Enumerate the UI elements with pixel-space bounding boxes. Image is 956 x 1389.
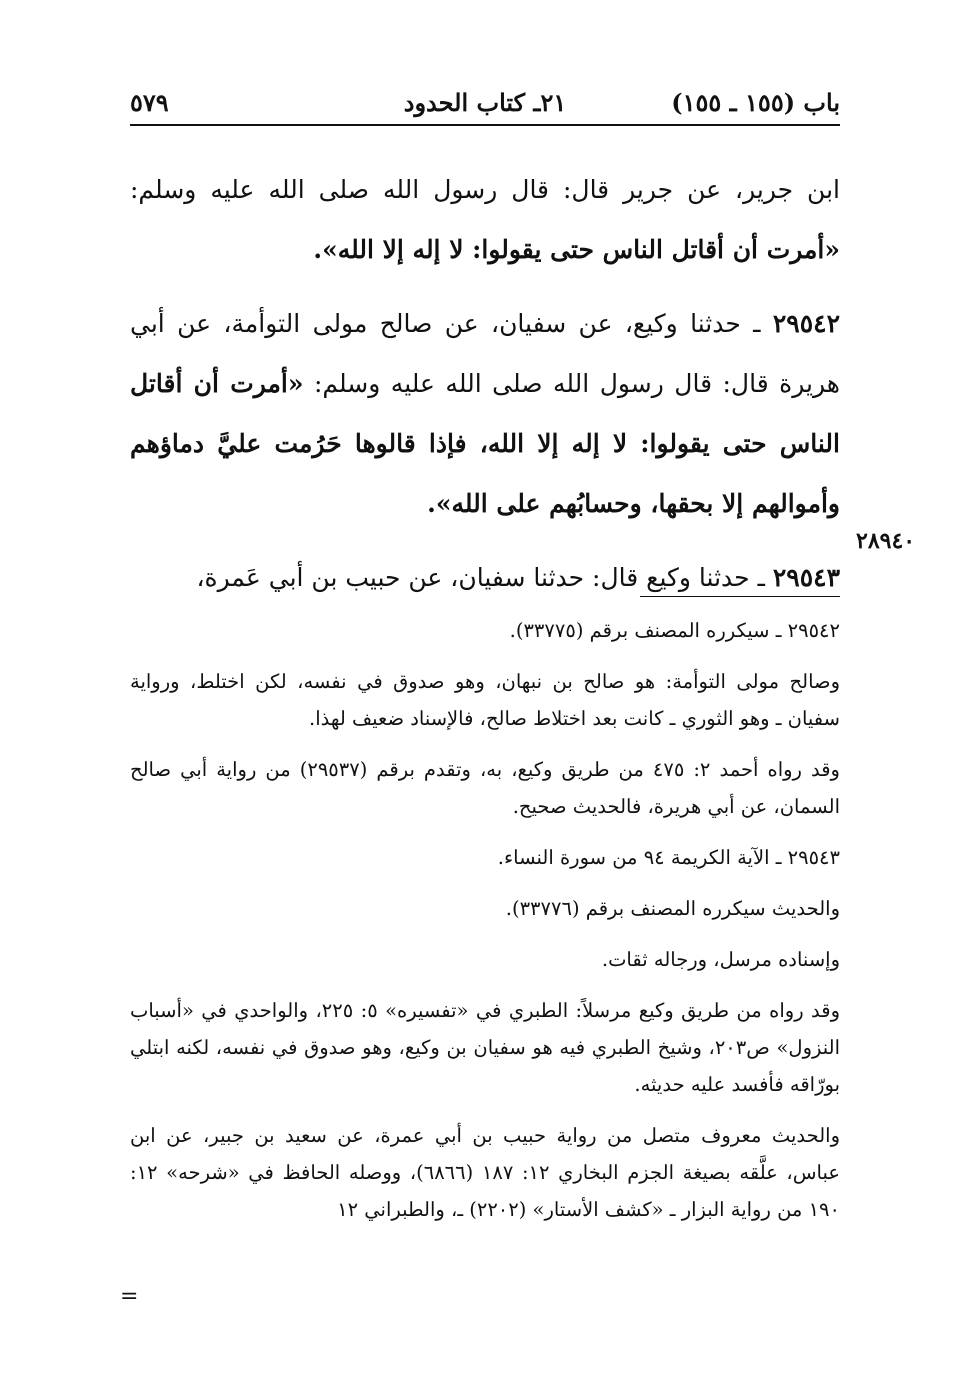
margin-cross-reference: ٢٨٩٤٠ [856, 528, 916, 554]
footnote-paragraph: ٢٩٥٤٣ ـ الآية الكريمة ٩٤ من سورة النساء. [497, 846, 840, 869]
book-title: ٢١ـ كتاب الحدود [403, 88, 567, 117]
footnote-paragraph: ٢٩٥٤٢ ـ سيكرره المصنف برقم (٣٣٧٧٥). [509, 619, 840, 642]
hadith-text: ـ حدثنا وكيع، عن سفيان، عن صالح مولى التوأمة، عن أبي هريرة قال: قال رسول الله صلى الله عليه وسلم: [130, 309, 840, 398]
continuation-mark: = [120, 1284, 139, 1309]
hadith-continuation [130, 160, 840, 280]
hadith-29543 [130, 548, 840, 608]
footnote-paragraph: وإسناده مرسل، ورجاله ثقات. [601, 948, 840, 971]
page-header [130, 82, 840, 122]
footnote-separator [640, 596, 840, 597]
page-number: ٥٧٩ [130, 88, 169, 117]
hadith-number: ٢٩٥٤٣ [772, 563, 840, 592]
chapter-range: باب (١٥٥ ـ ١٥٥) [671, 88, 840, 117]
footnote-paragraph: وصالح مولى التوأمة: هو صالح بن نبهان، وهو صدوق في نفسه، لكن اختلط، ورواية سفيان ـ وهو الثوري ـ كانت بعد اختلاط صالح، فالإسناد ضعيف لهذا. [130, 670, 840, 730]
footnotes [130, 612, 840, 1228]
hadith-quote: «أمرت أن أقاتل الناس حتى يقولوا: لا إله إلا الله، فإذا قالوها حَرُمت عليَّ دماؤهم وأموالهم إلا بحقها، وحسابُهم على الله». [130, 369, 840, 518]
hadith-text: ابن جرير، عن جرير قال: قال رسول الله صلى الله عليه وسلم: [130, 175, 840, 204]
footnote-paragraph: وقد رواه أحمد ٢: ٤٧٥ من طريق وكيع، به، وتقدم برقم (٢٩٥٣٧) من رواية أبي صالح السمان، عن أبي هريرة، فالحديث صحيح. [130, 758, 840, 818]
hadith-quote: «أمرت أن أقاتل الناس حتى يقولوا: لا إله إلا الله». [313, 235, 840, 264]
main-text [130, 160, 840, 608]
footnote-paragraph: والحديث معروف متصل من رواية حبيب بن أبي عمرة، عن سعيد بن جبير، عن ابن عباس، علَّقه بصيغة الجزم البخاري ١٢: ١٨٧ (٦٨٦٦)، ووصله الحافظ في «شرحه» ١٢: ١٩٠ من رواية البزار ـ «كشف الأستار» (٢٢٠٢) ـ، والطبراني ١٢ [130, 1124, 840, 1221]
footnote-paragraph: والحديث سيكرره المصنف برقم (٣٣٧٧٦). [505, 897, 840, 920]
header-rule [130, 124, 840, 126]
footnote-paragraph: وقد رواه من طريق وكيع مرسلاً: الطبري في «تفسيره» ٥: ٢٢٥، والواحدي في «أسباب النزول» ص٢٠٣، وشيخ الطبري فيه هو سفيان بن وكيع، وهو صدوق في نفسه، لكنه ابتلي بورّاقه فأفسد عليه حديثه. [130, 999, 840, 1096]
hadith-text: ـ حدثنا وكيع قال: حدثنا سفيان، عن حبيب بن أبي عَمرة، [196, 563, 773, 592]
hadith-number: ٢٩٥٤٢ [772, 309, 840, 338]
hadith-29542 [130, 294, 840, 534]
